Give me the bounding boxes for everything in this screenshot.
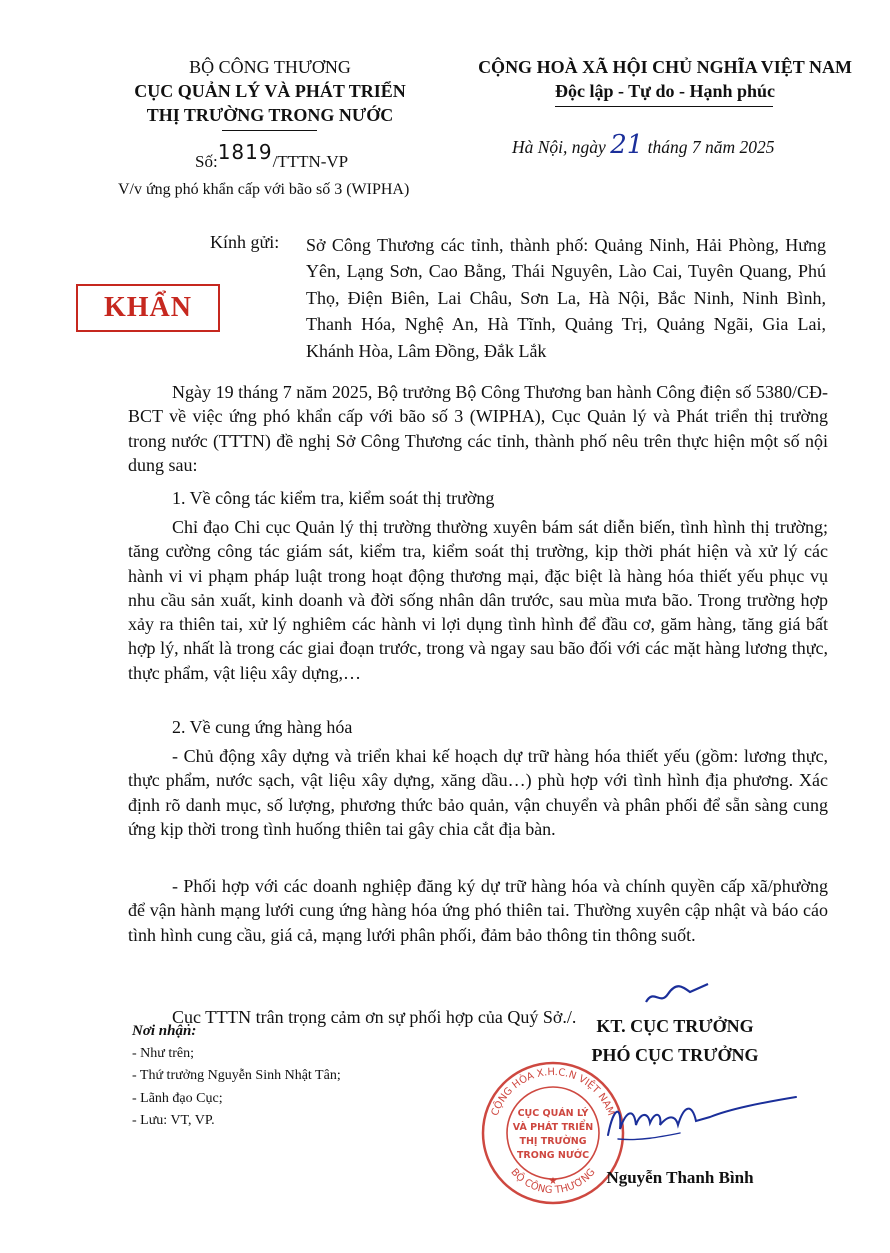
national-motto: Độc lập - Tự do - Hạnh phúc bbox=[554, 81, 776, 101]
handwritten-signature bbox=[600, 1095, 800, 1155]
issue-date bbox=[512, 130, 775, 160]
number-prefix: Số: bbox=[195, 152, 218, 171]
number-suffix: /TTTN-VP bbox=[272, 152, 349, 171]
document-number bbox=[195, 140, 349, 172]
receiver-item: - Như trên; bbox=[132, 1045, 195, 1061]
date-day: 21 bbox=[610, 130, 644, 160]
receivers-title: Nơi nhận: bbox=[132, 1023, 197, 1039]
seal-star-icon: ★ bbox=[548, 1176, 558, 1187]
seal-inner-line3: THỊ TRƯỜNG bbox=[519, 1136, 587, 1147]
seal-bottom-text: BỘ CÔNG THƯƠNG bbox=[508, 1166, 598, 1197]
department-name-line1: CỤC QUẢN LÝ VÀ PHÁT TRIỂN bbox=[134, 81, 406, 101]
receivers-block bbox=[132, 1020, 341, 1133]
document-subject: V/v ứng phó khẩn cấp với bão số 3 (WIPHA) bbox=[118, 181, 410, 198]
receiver-item: - Lưu: VT, VP. bbox=[132, 1113, 215, 1128]
section1-paragraph: Chỉ đạo Chi cục Quản lý thị trường thường xuyên bám sát diễn biến, tình hình thị trường; tăng cường công tác giám sát, kiểm tra, kiểm soát thị trường, kịp thời phát hiện và xử lý các hành vi vi phạm pháp luật trong hoạt động thương mại, đặc biệt là hàng hóa thiết yếu phục vụ nhu cầu sản xuất, kinh doanh và đời sống nhân dân trước, sau mùa mưa bão. Trong trường hợp xảy ra thiên tai, xử lý nghiêm các hành vi lợi dụng tình hình để đầu cơ, găm hàng, tăng giá bất hợp lý, nhất là trong các giai đoạn trước, trong và ngay sau bão đối với các mặt hàng lương thực, thực phẩm, vật liệu xây dựng,… bbox=[128, 517, 828, 683]
section2-paragraph-2: - Phối hợp với các doanh nghiệp đăng ký dự trữ hàng hóa và chính quyền cấp xã/phường để vận hành mạng lưới cung ứng hàng hóa ứng phó thiên tai. Thường xuyên cập nhật và báo cáo tình hình cung cầu, giá cả, mạng lưới phân phối, đảm bảo thông tin thông suốt. bbox=[128, 876, 828, 945]
receiver-item: - Lãnh đạo Cục; bbox=[132, 1090, 223, 1106]
signer-line2: PHÓ CỤC TRƯỞNG bbox=[591, 1045, 759, 1065]
seal-inner-line1: CỤC QUẢN LÝ bbox=[517, 1108, 589, 1119]
urgent-stamp: KHẨN bbox=[76, 284, 220, 332]
recipients-list: Sở Công Thương các tỉnh, thành phố: Quảng Ninh, Hải Phòng, Hưng Yên, Lạng Sơn, Cao Bằng, Thái Nguyên, Lào Cai, Tuyên Quang, Phú Thọ, Điện Biên, Lai Châu, Sơn La, Hà Nội, Bắc Ninh, Ninh Bình, Thanh Hóa, Nghệ An, Hà Tĩnh, Quảng Trị, Quảng Ngãi, Gia Lai, Khánh Hòa, Lâm Đồng, Đắk Lắk bbox=[306, 235, 826, 361]
seal-outer-text: CỘNG HÒA X.H.C.N VIỆT NAM bbox=[489, 1066, 617, 1118]
date-prefix: Hà Nội, ngày bbox=[512, 137, 606, 157]
closing-sentence: Cục TTTN trân trọng cảm ơn sự phối hợp của Quý Sở./. bbox=[172, 1007, 577, 1027]
date-suffix: tháng 7 năm 2025 bbox=[647, 137, 775, 157]
seal-inner-line2: VÀ PHÁT TRIỂN bbox=[512, 1122, 594, 1133]
ministry-name: BỘ CÔNG THƯƠNG bbox=[189, 57, 351, 77]
department-name-line2: THỊ TRƯỜNG TRONG NƯỚC bbox=[146, 105, 394, 125]
receiver-item: - Thứ trưởng Nguyễn Sinh Nhật Tân; bbox=[132, 1068, 341, 1083]
section2-paragraph-1: - Chủ động xây dựng và triển khai kế hoạch dự trữ hàng hóa thiết yếu (gồm: lương thực, thực phẩm, nước sạch, vật liệu xây dựng, xăng dầu…) phù hợp với tình hình địa phương. Xác định rõ danh mục, số lượng, phương thức bảo quản, vận chuyển và phân phối để sẵn sàng cung ứng kịp thời trong tình huống thiên tai gây chia cắt địa bàn. bbox=[128, 746, 828, 839]
country-name: CỘNG HOÀ XÃ HỘI CHỦ NGHĨA VIỆT NAM bbox=[478, 57, 852, 77]
issuer-underline bbox=[222, 130, 317, 131]
seal-inner-line4: TRONG NƯỚC bbox=[516, 1150, 590, 1161]
intro-paragraph: Ngày 19 tháng 7 năm 2025, Bộ trưởng Bộ Công Thương ban hành Công điện số 5380/CĐ-BCT về việc ứng phó khẩn cấp với bão số 3 (WIPHA), Cục Quản lý và Phát triển thị trường trong nước (TTTN) đề nghị Sở Công Thương các tỉnh, thành phố nêu trên thực hiện một số nội dung sau: bbox=[128, 382, 828, 475]
motto-underline bbox=[555, 106, 773, 107]
signer-line1: KT. CỤC TRƯỞNG bbox=[596, 1016, 754, 1036]
number-value: 1819 bbox=[217, 140, 273, 164]
recipients-label: Kính gửi: bbox=[210, 232, 280, 252]
issuer-header bbox=[120, 55, 420, 127]
section2-heading: 2. Về cung ứng hàng hóa bbox=[172, 717, 353, 737]
signer-name: Nguyễn Thanh Bình bbox=[606, 1168, 754, 1187]
initial-mark bbox=[642, 980, 712, 1010]
section1-heading: 1. Về công tác kiểm tra, kiểm soát thị trường bbox=[172, 488, 495, 508]
national-header bbox=[455, 55, 875, 103]
